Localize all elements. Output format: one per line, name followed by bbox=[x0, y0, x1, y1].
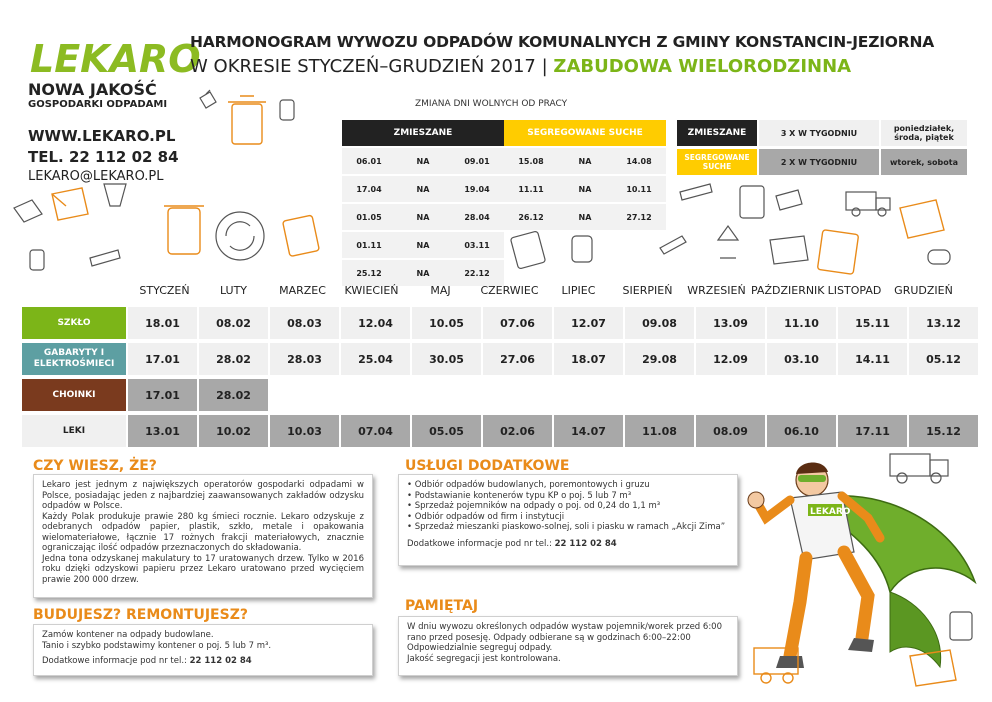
service-item: • Sprzedaż mieszanki piaskowo-solnej, soli i piasku w ramach „Akcji Zima” bbox=[407, 522, 729, 533]
month-label: LIPIEC bbox=[561, 284, 596, 297]
collection-date: 17.01 bbox=[128, 343, 197, 375]
remember-header: PAMIĘTAJ bbox=[405, 598, 479, 614]
building-info-text: Dodatkowe informacje pod nr tel.: bbox=[42, 656, 187, 666]
slogan-line2: GOSPODARKI ODPADAMI bbox=[28, 99, 168, 110]
additional-services-header: USŁUGI DODATKOWE bbox=[405, 458, 570, 474]
collection-date: 08.09 bbox=[696, 415, 765, 447]
bin-icon-mascot bbox=[950, 612, 972, 640]
month-label: CZERWIEC bbox=[480, 284, 539, 297]
holiday-cell: NA bbox=[558, 176, 612, 202]
waste-doodles-left bbox=[0, 86, 340, 286]
holiday-cell: NA bbox=[396, 204, 450, 230]
holiday-cell: 17.04 bbox=[342, 176, 396, 202]
holiday-cell: 22.12 bbox=[450, 260, 504, 286]
bin-icon-6 bbox=[817, 230, 858, 275]
box-icon bbox=[52, 188, 88, 220]
website-link[interactable]: WWW.LEKARO.PL bbox=[28, 127, 176, 145]
waste-type-label: LEKI bbox=[22, 415, 126, 447]
phone-number[interactable]: TEL. 22 112 02 84 bbox=[28, 148, 179, 166]
month-label: MAJ bbox=[430, 284, 451, 297]
holiday-cell bbox=[612, 260, 666, 286]
remember-box bbox=[398, 616, 738, 676]
freq-mixed-days: poniedziałek, środa, piątek bbox=[881, 120, 967, 146]
recycle-icon bbox=[216, 212, 264, 260]
holiday-cell: NA bbox=[558, 148, 612, 174]
holiday-cell: 25.12 bbox=[342, 260, 396, 286]
holiday-cell: 03.11 bbox=[450, 232, 504, 258]
subtitle-period: W OKRESIE STYCZEŃ–GRUDZIEŃ 2017 | bbox=[190, 56, 548, 77]
collection-date: 30.05 bbox=[412, 343, 481, 375]
schedule-row bbox=[22, 379, 978, 411]
service-item: • Odbiór odpadów budowlanych, poremontowych i gruzu bbox=[407, 480, 729, 491]
building-phone[interactable]: 22 112 02 84 bbox=[189, 656, 252, 666]
month-label: WRZESIEŃ bbox=[687, 284, 746, 297]
collection-date: 28.02 bbox=[199, 379, 268, 411]
page-title: HARMONOGRAM WYWOZU ODPADÓW KOMUNALNYCH Z GMINY KONSTANCIN-JEZIORNA bbox=[190, 33, 935, 51]
additional-phone[interactable]: 22 112 02 84 bbox=[554, 538, 617, 549]
can-icon bbox=[280, 100, 294, 120]
waste-type-label: GABARYTY I ELEKTROŚMIECI bbox=[22, 343, 126, 375]
remember-line2: Odpowiedzialnie segreguj odpady. bbox=[407, 643, 553, 653]
collection-date: 12.04 bbox=[341, 307, 410, 339]
freq-segregated-frequency: 2 X W TYGODNIU bbox=[759, 149, 879, 175]
collection-date: 02.06 bbox=[483, 415, 552, 447]
collection-date: 05.05 bbox=[412, 415, 481, 447]
remember-line1: W dniu wywozu określonych odpadów wystaw pojemnik/worek przed 6:00 rano przed posesję. Odpady odbierane są w godzinach 6:00–22:00 bbox=[407, 622, 722, 643]
glass-icon bbox=[680, 184, 712, 200]
collection-date: 15.11 bbox=[838, 307, 907, 339]
holidays-table bbox=[342, 120, 666, 286]
collection-date: 29.08 bbox=[625, 343, 694, 375]
holiday-cell: 27.12 bbox=[612, 204, 666, 230]
freq-mixed-frequency: 3 X W TYGODNIU bbox=[759, 120, 879, 146]
month-label: STYCZEŃ bbox=[139, 284, 190, 297]
holidays-segregated-header: SEGREGOWANE SUCHE bbox=[504, 120, 666, 146]
collection-date: 25.04 bbox=[341, 343, 410, 375]
collection-date: 03.10 bbox=[767, 343, 836, 375]
box-icon-2 bbox=[900, 200, 944, 238]
bottle-icon bbox=[200, 90, 216, 108]
cup-icon bbox=[104, 184, 126, 206]
schedule-row bbox=[22, 343, 978, 375]
collection-date: 12.07 bbox=[554, 307, 623, 339]
collection-date: 14.07 bbox=[554, 415, 623, 447]
collection-date: 11.10 bbox=[767, 307, 836, 339]
truck-icon bbox=[846, 192, 890, 216]
superhero-mascot bbox=[740, 442, 990, 700]
lekaro-logo bbox=[28, 30, 201, 81]
collection-frequency bbox=[677, 120, 967, 175]
holiday-cell: 15.08 bbox=[504, 148, 558, 174]
holiday-cell: 10.11 bbox=[612, 176, 666, 202]
freq-segregated-label: SEGREGOWANE SUCHE bbox=[677, 149, 757, 175]
collection-date: 18.07 bbox=[554, 343, 623, 375]
collection-date: 11.08 bbox=[625, 415, 694, 447]
logo-text: LEKARO bbox=[30, 37, 201, 81]
collection-date: 10.02 bbox=[199, 415, 268, 447]
waste-type-label: SZKŁO bbox=[22, 307, 126, 339]
additional-info-text: Dodatkowe informacje pod nr tel.: bbox=[407, 538, 552, 549]
collection-date: 14.11 bbox=[838, 343, 907, 375]
did-you-know-p1: Lekaro jest jednym z największych operatorów gospodarki odpadami w Polsce, posiadając jeden z najbardziej zaawansowanych zakładów odzysku odpadów w Polsce. bbox=[42, 480, 364, 511]
holiday-cell: 28.04 bbox=[450, 204, 504, 230]
mascot-shirt-logo: LEKARO bbox=[810, 507, 851, 517]
did-you-know-p2: Każdy Polak produkuje prawie 280 kg śmieci rocznie. Lekaro odzyskuje z odebranych odpadów papier, plastik, szkło, metale i opakowania wielomateriałowe, łącznie 17 rożnych frakcji materiałowych, znacznie ograniczając ilość odpadów przeznaczonych do składowania. bbox=[42, 511, 364, 553]
holiday-cell: NA bbox=[396, 148, 450, 174]
holiday-cell bbox=[504, 232, 558, 258]
collection-date: 17.11 bbox=[838, 415, 907, 447]
service-item: • Podstawianie kontenerów typu KP o poj. 5 lub 7 m³ bbox=[407, 491, 729, 502]
additional-services-box bbox=[398, 474, 738, 566]
month-label: PAŹDZIERNIK bbox=[751, 284, 825, 297]
collection-date: 06.10 bbox=[767, 415, 836, 447]
holiday-cell bbox=[612, 232, 666, 258]
did-you-know-box bbox=[33, 474, 373, 598]
holiday-cell: 01.05 bbox=[342, 204, 396, 230]
collection-date: 10.03 bbox=[270, 415, 339, 447]
collection-date: 28.02 bbox=[199, 343, 268, 375]
paper-stack-icon bbox=[770, 236, 808, 264]
holiday-cell: NA bbox=[396, 176, 450, 202]
jar-icon bbox=[30, 250, 44, 270]
month-label: LUTY bbox=[219, 284, 248, 297]
additional-services-list bbox=[407, 480, 729, 533]
month-label: MARZEC bbox=[279, 284, 326, 297]
collection-date: 13.12 bbox=[909, 307, 978, 339]
freq-mixed-label: ZMIESZANE bbox=[677, 120, 757, 146]
month-label: LISTOPAD bbox=[827, 284, 882, 297]
holiday-cell: 19.04 bbox=[450, 176, 504, 202]
holiday-cell bbox=[558, 232, 612, 258]
holidays-label: ZMIANA DNI WOLNYCH OD PRACY bbox=[415, 99, 568, 109]
holiday-cell: 11.11 bbox=[504, 176, 558, 202]
month-label: KWIECIEŃ bbox=[344, 284, 399, 297]
bag-icon bbox=[14, 200, 42, 222]
building-line1: Zamów kontener na odpady budowlane. bbox=[42, 630, 214, 640]
holiday-cell: NA bbox=[558, 204, 612, 230]
collection-date: 17.01 bbox=[128, 379, 197, 411]
collection-date: 09.08 bbox=[625, 307, 694, 339]
collection-date: 07.04 bbox=[341, 415, 410, 447]
holiday-cell: 26.12 bbox=[504, 204, 558, 230]
collection-date: 12.09 bbox=[696, 343, 765, 375]
building-info bbox=[42, 656, 364, 667]
jar-icon-2 bbox=[928, 250, 950, 264]
holiday-cell: NA bbox=[396, 232, 450, 258]
subtitle-building-type: ZABUDOWA WIELORODZINNA bbox=[553, 56, 852, 77]
service-item: • Odbiór odpadów od firm i instytucji bbox=[407, 512, 729, 523]
additional-info bbox=[407, 539, 729, 550]
collection-date: 08.02 bbox=[199, 307, 268, 339]
holidays-mixed-header: ZMIESZANE bbox=[342, 120, 504, 146]
truck-icon-mascot bbox=[890, 454, 948, 483]
recycle-icon-2 bbox=[718, 226, 738, 258]
schedule-row bbox=[22, 307, 978, 339]
collection-date: 18.01 bbox=[128, 307, 197, 339]
building-box bbox=[33, 624, 373, 676]
freq-segregated-days: wtorek, sobota bbox=[881, 149, 967, 175]
holiday-cell: 01.11 bbox=[342, 232, 396, 258]
month-header-row bbox=[130, 284, 958, 297]
building-line2: Tanio i szybko podstawimy kontener o poj. 5 lub 7 m³. bbox=[42, 640, 272, 651]
holiday-cell bbox=[504, 260, 558, 286]
holiday-cell: 14.08 bbox=[612, 148, 666, 174]
collection-date: 27.06 bbox=[483, 343, 552, 375]
holiday-cell bbox=[558, 260, 612, 286]
month-label: GRUDZIEŃ bbox=[894, 284, 953, 297]
did-you-know-header: CZY WIESZ, ŻE? bbox=[33, 458, 157, 474]
holiday-cell: 09.01 bbox=[450, 148, 504, 174]
collection-date: 15.12 bbox=[909, 415, 978, 447]
lekaro-logo-mark bbox=[28, 30, 201, 81]
slogan-line1: NOWA JAKOŚĆ bbox=[28, 80, 157, 99]
building-header: BUDUJESZ? REMONTUJESZ? bbox=[33, 607, 248, 623]
paper-icon bbox=[776, 190, 802, 210]
bin-icon-4 bbox=[740, 186, 764, 218]
bin-icon-3 bbox=[283, 215, 320, 256]
holiday-cell: 06.01 bbox=[342, 148, 396, 174]
collection-date: 05.12 bbox=[909, 343, 978, 375]
bin-icon bbox=[228, 96, 266, 144]
waste-type-label: CHOINKI bbox=[22, 379, 126, 411]
collection-date: 07.06 bbox=[483, 307, 552, 339]
collection-date: 13.09 bbox=[696, 307, 765, 339]
collection-date: 08.03 bbox=[270, 307, 339, 339]
did-you-know-p3: Jedna tona odzyskanej makulatury to 17 uratowanych drzew. Tylko w 2016 roku dzięki odzyskowi papieru przez Lekaro uratowano przed wycięciem prawie 200 000 drzew. bbox=[42, 553, 364, 585]
email-link[interactable]: LEKARO@LEKARO.PL bbox=[28, 169, 164, 184]
page-subtitle bbox=[190, 56, 851, 77]
remember-line3: Jakość segregacji jest kontrolowana. bbox=[407, 653, 561, 664]
collection-date: 13.01 bbox=[128, 415, 197, 447]
service-item: • Sprzedaż pojemników na odpady o poj. od 0,24 do 1,1 m³ bbox=[407, 501, 729, 512]
collection-date: 28.03 bbox=[270, 343, 339, 375]
bottle-icon-2 bbox=[90, 250, 120, 266]
collection-date: 10.05 bbox=[412, 307, 481, 339]
month-label: SIERPIEŃ bbox=[622, 284, 673, 297]
bin-icon-2 bbox=[164, 206, 204, 254]
holiday-cell: NA bbox=[396, 260, 450, 286]
